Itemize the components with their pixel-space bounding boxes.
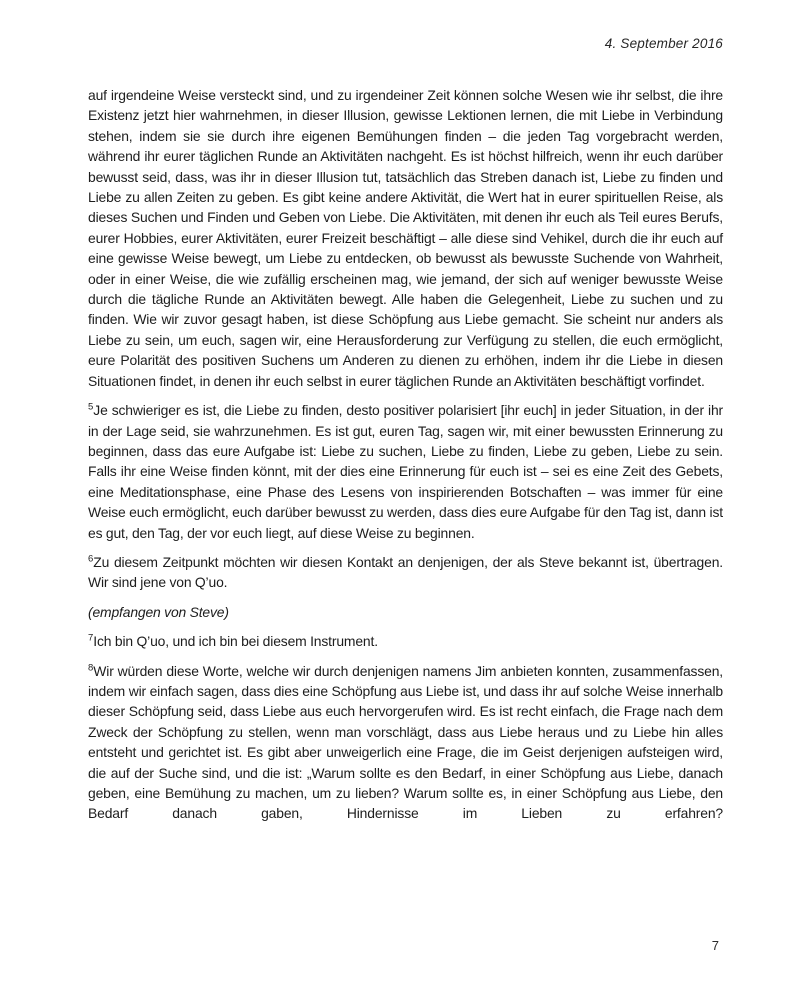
paragraph: $^6$Zu diesem Zeitpunkt möchten wir diesen Kontakt an denjenigen, der als Steve bekannt ist, übertragen. Wir sind jene von Q’uo. (88, 553, 723, 591)
paragraph: $^8$Wir würden diese Worte, welche wir durch denjenigen namens Jim anbieten konnten, zusammenfassen, indem wir einfach sagen, dass dies eine Schöpfung aus Liebe ist, und dass ihr auf solche Weise innerhalb dieser Schöpfung seid, dass Liebe aus euch hervorgerufen wird. Es ist recht einfach, die Frage nach dem Zweck der Schöpfung zu stellen, wenn man vorschlägt, dass aus Liebe heraus und zu Liebe hin alles entsteht und gerichtet ist. Es gibt aber unweigerlich eine Frage, die im Geist derjenigen aufsteigen wird, die auf der Suche sind, und die ist: „Warum sollte es den Bedarf, in einer Schöpfung aus Liebe, danach geben, eine Bemühung zu machen, um zu lieben? Warum sollte es, in einer Schöpfung aus Liebe, den Bedarf danach gaben, Hindernisse im Lieben zu erfahren? (88, 661, 723, 822)
paragraph: auf irgendeine Weise versteckt sind, und zu irgendeiner Zeit können solche Wesen wie ihr selbst, die ihre Existenz jetzt hier wahrnehmen, in dieser Illusion, gewisse Lektionen lernen, die mit Liebe in Verbindung stehen, indem sie sie durch ihre eigenen Bemühungen finden – die jeden Tag vorgebracht werden, während ihr eurer täglichen Runde an Aktivitäten nachgeht. Es ist höchst hilfreich, wenn ihr euch darüber bewusst seid, dass, was ihr in dieser Illusion tut, tatsächlich das Streben danach ist, Liebe zu finden und Liebe zu allen Zeiten zu geben. Es gibt keine andere Aktivität, die Wert hat in eurer spirituellen Reise, als dieses Suchen und Finden und Geben von Liebe. Die Aktivitäten, mit denen ihr euch als Teil eures Berufs, eurer Hobbies, eurer Aktivitäten, eurer Freizeit beschäftigt – alle diese sind Vehikel, durch die ihr euch auf eine gewisse Weise bewegt, um Liebe zu entdecken, ob bewusst als bewusste Suchende von Wahrheit, oder in einer Weise, die wie zufällig erscheinen mag, wie jemand, der sich auf weniger bewusste Weise durch die tägliche Runde an Aktivitäten bewegt. Alle haben die Gelegenheit, Liebe zu suchen und zu finden. Wie wir zuvor gesagt haben, ist diese Schöpfung aus Liebe gemacht. Sie scheint nur anders als Liebe zu sein, um euch, sagen wir, eine Herausforderung zur Verfügung zu stellen, die euch ermöglicht, eure Polarität des positiven Suchens um Anderen zu dienen zu erhöhen, indem ihr die Liebe in diesen Situationen findet, in denen ihr euch selbst in eurer täglichen Runde an Aktivitäten beschäftigt vorfindet. (88, 87, 723, 389)
page-number: 7 (711, 938, 719, 953)
paragraph-number: 5 (88, 401, 94, 413)
document-body (88, 85, 723, 833)
paragraph-number: 7 (88, 632, 94, 644)
paragraph: $^5$Je schwieriger es ist, die Liebe zu finden, desto positiver polarisiert [ihr euch] in jeder Situation, in der ihr in der Lage seid, sie wahrzunehmen. Es ist gut, euren Tag, sagen wir, mit einer bewussten Erinnerung zu beginnen, dass das eure Aufgabe ist: Liebe zu suchen, Liebe zu finden, Liebe zu geben, Liebe zu sein. Falls ihr eine Weise finden könnt, mit der dies eine Erinnerung für euch ist – sei es eine Zeit des Gebets, eine Meditationsphase, eine Phase des Lesens von inspirierenden Botschaften – was immer für eine Weise euch ermöglicht, euch darüber bewusst zu werden, dass dies eure Aufgabe für den Tag ist, dann ist es gut, den Tag, der vor euch liegt, auf diese Weise zu beginnen. (88, 401, 723, 541)
paragraph-number: 8 (88, 661, 94, 673)
paragraph-number: 6 (88, 553, 94, 565)
header-date: 4. September 2016 (604, 36, 723, 51)
received-by-note: (empfangen von Steve) (88, 603, 229, 620)
paragraph: $^7$Ich bin Q’uo, und ich bin bei diesem Instrument. (88, 632, 378, 650)
